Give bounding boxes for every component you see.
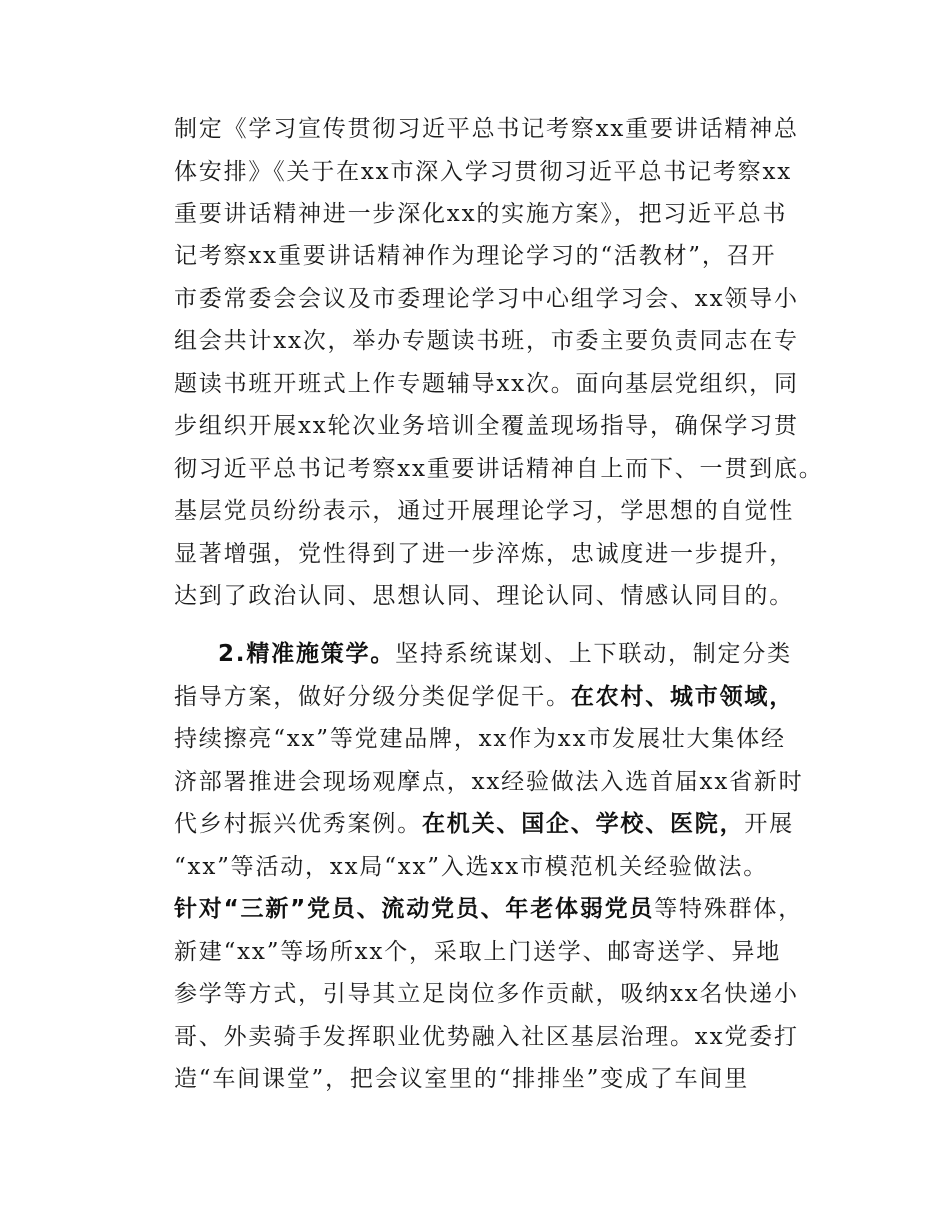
text-span: 开展 <box>744 811 795 837</box>
text-line: 组会共计xx次，举办专题读书班，市委主要负责同志在专 <box>174 328 799 354</box>
text-line: 题读书班开班式上作专题辅导xx次。面向基层党组织，同 <box>174 371 799 397</box>
text-line: 制定《学习宣传贯彻习近平总书记考察xx重要讲话精神总 <box>174 116 799 142</box>
text-line <box>174 682 794 712</box>
text-line: 参学等方式，引导其立足岗位多作贡献，吸纳xx名快递小 <box>174 981 799 1007</box>
bold-phrase: 在机关、国企、学校、医院， <box>422 811 745 837</box>
text-span: 等特殊群体， <box>654 896 804 922</box>
text-line <box>174 894 803 924</box>
text-line: 重要讲话精神进一步深化xx的实施方案》，把习近平总书 <box>174 201 788 227</box>
text-line: 彻习近平总书记考察xx重要讲话精神自上而下、一贯到底。 <box>174 456 824 482</box>
text-line: 基层党员纷纷表示，通过开展理论学习，学思想的自觉性 <box>174 498 794 524</box>
text-line: 体安排》《关于在xx市深入学习贯彻习近平总书记考察xx <box>174 159 792 185</box>
section-heading: 2.精准施策学。 <box>218 641 396 667</box>
text-line: 新建“xx”等场所xx个，采取上门送学、邮寄送学、异地 <box>174 939 782 965</box>
text-span: 代乡村振兴优秀案例。 <box>174 811 422 837</box>
text-line: 市委常委会会议及市委理论学习中心组学习会、xx领导小 <box>174 286 799 312</box>
bold-phrase: 在农村、城市领域， <box>570 684 795 710</box>
text-span: 坚持系统谋划、上下联动，制定分类 <box>395 641 792 667</box>
text-line: 记考察xx重要讲话精神作为理论学习的“活教材”，召开 <box>174 243 777 269</box>
text-line: “xx”等活动，xx局“xx”入选xx市模范机关经验做法。 <box>174 854 769 880</box>
text-line: 持续擦亮“xx”等党建品牌，xx作为xx市发展壮大集体经 <box>174 726 786 752</box>
text-line: 步组织开展xx轮次业务培训全覆盖现场指导，确保学习贯 <box>174 413 799 439</box>
text-line: 造“车间课堂”，把会议室里的“排排坐”变成了车间里 <box>174 1066 750 1092</box>
text-line <box>174 809 794 839</box>
text-line: 哥、外卖骑手发挥职业优势融入社区基层治理。xx党委打 <box>174 1024 799 1050</box>
text-line <box>218 639 792 669</box>
text-line: 达到了政治认同、思想认同、理论认同、情感认同目的。 <box>174 583 794 609</box>
text-span: 指导方案，做好分级分类促学促干。 <box>174 684 571 710</box>
bold-phrase: 针对“三新”党员、流动党员、年老体弱党员 <box>174 896 655 922</box>
text-line: 显著增强，党性得到了进一步淬炼，忠诚度进一步提升， <box>174 541 794 567</box>
text-line: 济部署推进会现场观摩点，xx经验做法入选首届xx省新时 <box>174 769 804 795</box>
